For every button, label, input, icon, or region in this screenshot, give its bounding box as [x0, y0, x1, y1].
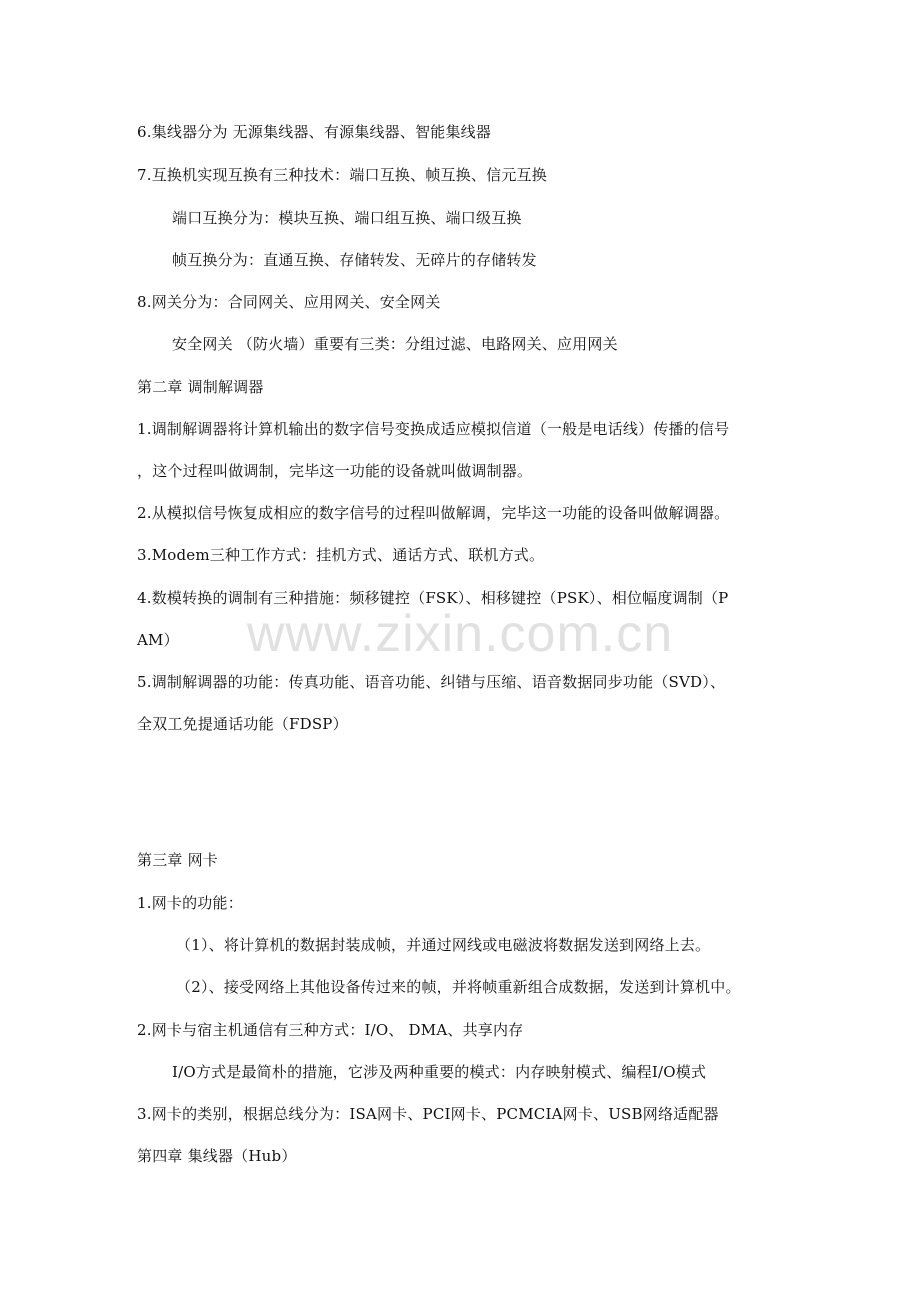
text-line: 3.网卡的类别，根据总线分为：ISA网卡、PCI网卡、PCMCIA网卡、USB网络适配器: [137, 1105, 719, 1123]
text-line: I/O方式是最简朴的措施，它涉及两种重要的模式：内存映射模式、编程I/O模式: [172, 1063, 707, 1081]
text-line: 全双工免提通话功能（FDSP）: [137, 715, 348, 733]
text-line: 3.Modem三种工作方式：挂机方式、通话方式、联机方式。: [137, 546, 545, 564]
text-line: （1）、将计算机的数据封装成帧，并通过网线或电磁波将数据发送到网络上去。: [176, 936, 711, 954]
text-line: 第三章 网卡: [137, 851, 218, 869]
text-line: 1.网卡的功能：: [137, 894, 243, 912]
text-line: 8.网关分为：合同网关、应用网关、安全网关: [137, 293, 441, 311]
text-line: ，这个过程叫做调制，完毕这一功能的设备就叫做调制器。: [137, 462, 533, 480]
text-line: 6.集线器分为 无源集线器、有源集线器、智能集线器: [137, 123, 492, 141]
text-line: 4.数模转换的调制有三种措施：频移键控（FSK）、相移键控（PSK）、相位幅度调制（P: [137, 589, 729, 607]
text-line: 1.调制解调器将计算机输出的数字信号变换成适应模拟信道（一般是电话线）传播的信号: [137, 420, 730, 438]
text-line: （2）、接受网络上其他设备传过来的帧，并将帧重新组合成数据，发送到计算机中。: [176, 978, 741, 996]
text-line: 端口互换分为：模块互换、端口组互换、端口级互换: [172, 209, 522, 227]
text-line: 第四章 集线器（Hub）: [137, 1147, 297, 1165]
text-line: 2.从模拟信号恢复成相应的数字信号的过程叫做解调，完毕这一功能的设备叫做解调器。: [137, 504, 730, 522]
text-line: 帧互换分为：直通互换、存储转发、无碎片的存储转发: [172, 251, 537, 269]
text-line: 2.网卡与宿主机通信有三种方式：I/O、 DMA、共享内存: [137, 1021, 524, 1039]
text-line: 第二章 调制解调器: [137, 378, 264, 396]
text-line: 5.调制解调器的功能：传真功能、语音功能、纠错与压缩、语音数据同步功能（SVD）、: [137, 673, 726, 691]
text-line: 7.互换机实现互换有三种技术：端口互换、帧互换、信元互换: [137, 166, 547, 184]
text-line: AM）: [137, 631, 179, 649]
text-line: 安全网关 （防火墙）重要有三类：分组过滤、电路网关、应用网关: [172, 335, 618, 353]
watermark: www.zixin.com.cn: [246, 605, 674, 663]
